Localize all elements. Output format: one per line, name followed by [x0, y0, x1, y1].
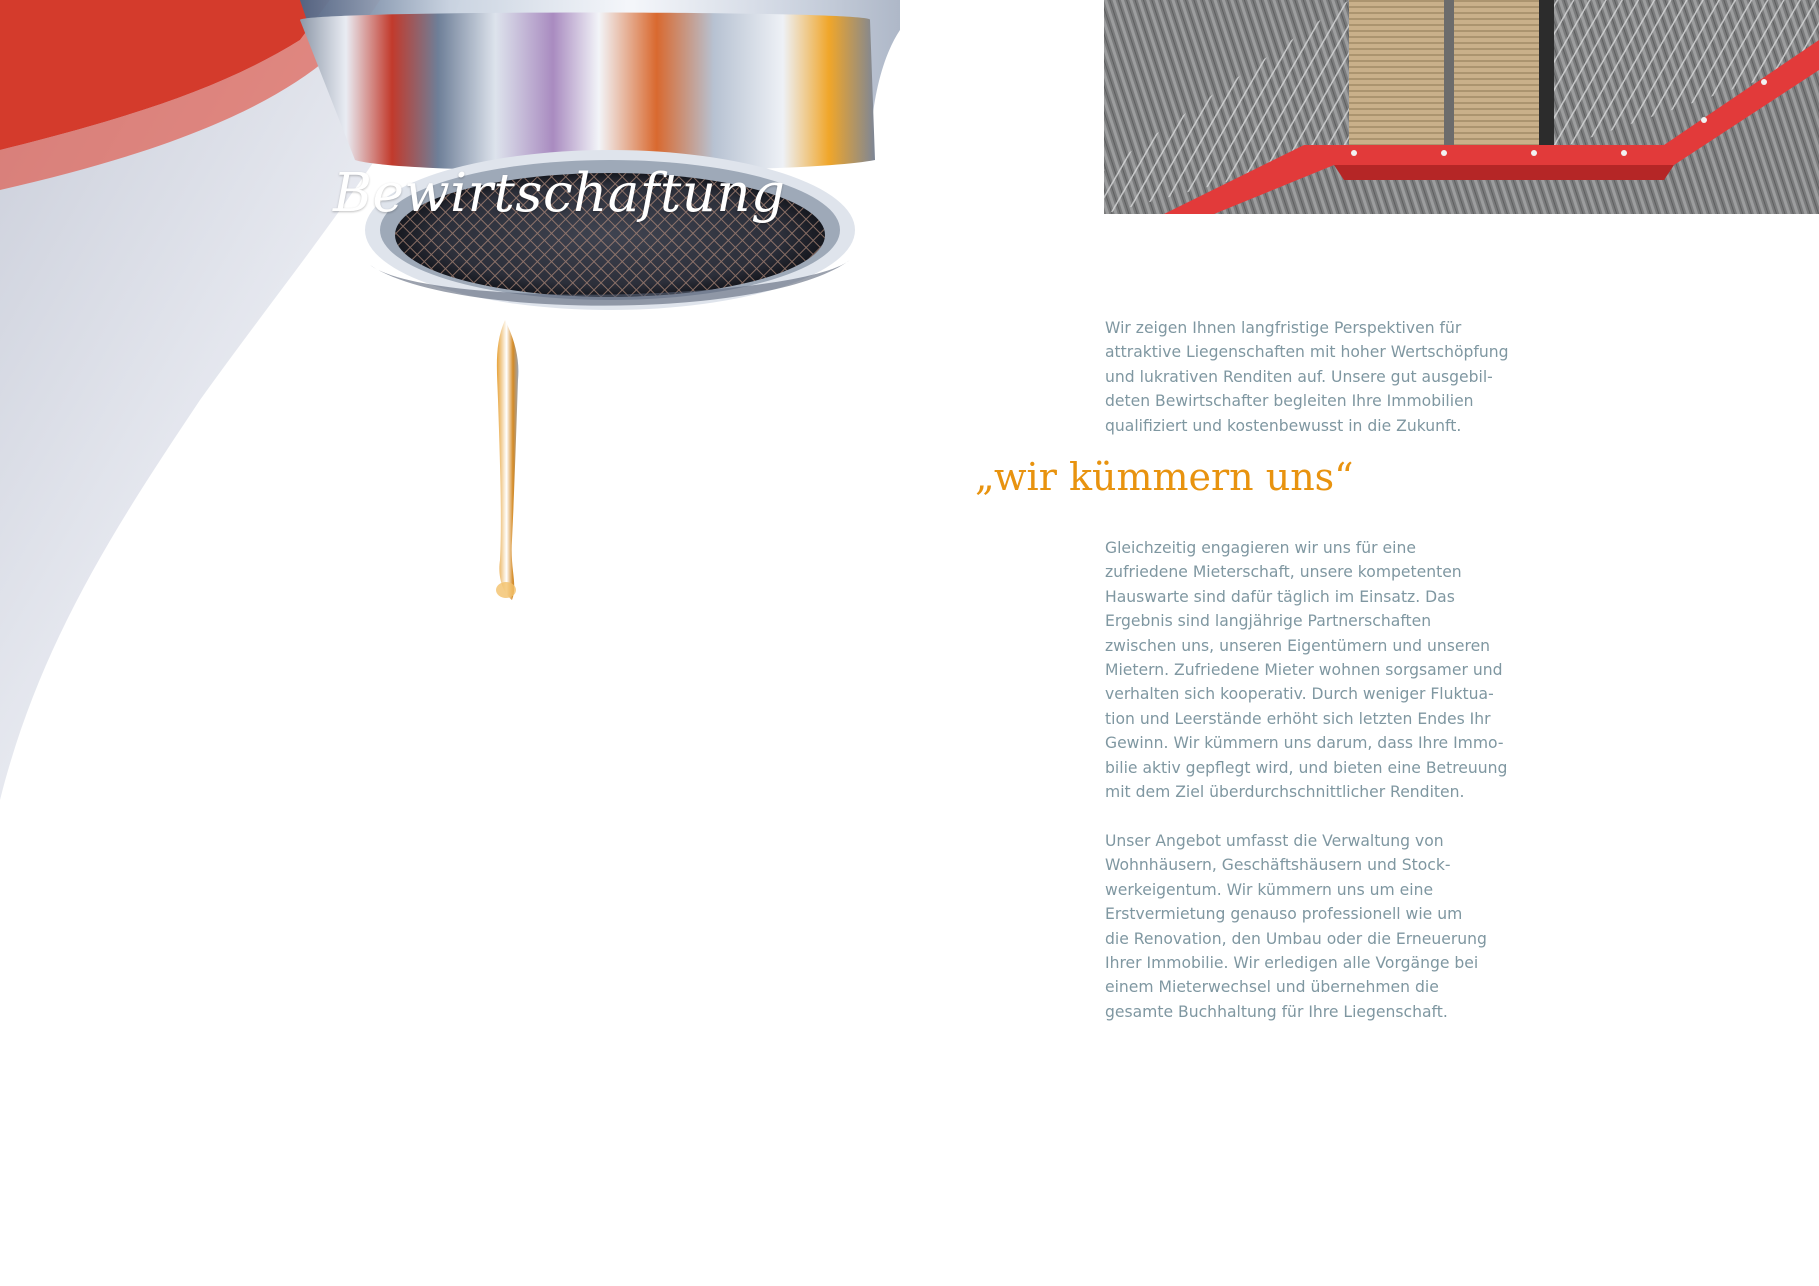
body-paragraph-2: Unser Angebot umfasst die Verwaltung von Wohnhäusern, Geschäftshäusern und Stock- werkeigentum. Wir kümmern uns um eine Erstvermietung genauso professionell wie um die Renovation, den Umbau oder die Erneuerung Ihrer Immobilie. Wir erledigen alle Vorgänge bei einem Mieterwechsel und übernehmen die gesamte Buchhaltung für Ihre Liegenschaft.: [1105, 832, 1487, 1021]
body-paragraph-1: Gleichzeitig engagieren wir uns für eine zufriedene Mieterschaft, unsere kompetenten Hauswarte sind dafür täglich im Einsatz. Das Ergebnis sind langjährige Partnerschaften zwischen uns, unseren Eigentümern und unseren Mietern. Zufriedene Mieter wohnen sorgsamer und verhalten sich kooperativ. Durch weniger Fluktua- tion und Leerstände erhöht sich letzten Endes Ihr Gewinn. Wir kümmern uns darum, dass Ihre Immo- bilie aktiv gepflegt wird, und bieten eine Betreuung mit dem Ziel überdurchschnittlicher Renditen.: [1105, 539, 1508, 802]
intro-paragraph: Wir zeigen Ihnen langfristige Perspektiven für attraktive Liegenschaften mit hoher Wertschöpfung und lukrativen Renditen auf. Unsere gut ausgebil- deten Bewirtschafter begleiten Ihre Immobilien qualifiziert und kostenbewusst in die Zukunft.: [1105, 319, 1509, 435]
pull-quote: „wir kümmern uns“: [975, 455, 1354, 499]
page-title: Bewirtschaftung: [333, 163, 786, 224]
staircase-photo: [1104, 0, 1819, 214]
water-tap-photo: [0, 0, 900, 800]
